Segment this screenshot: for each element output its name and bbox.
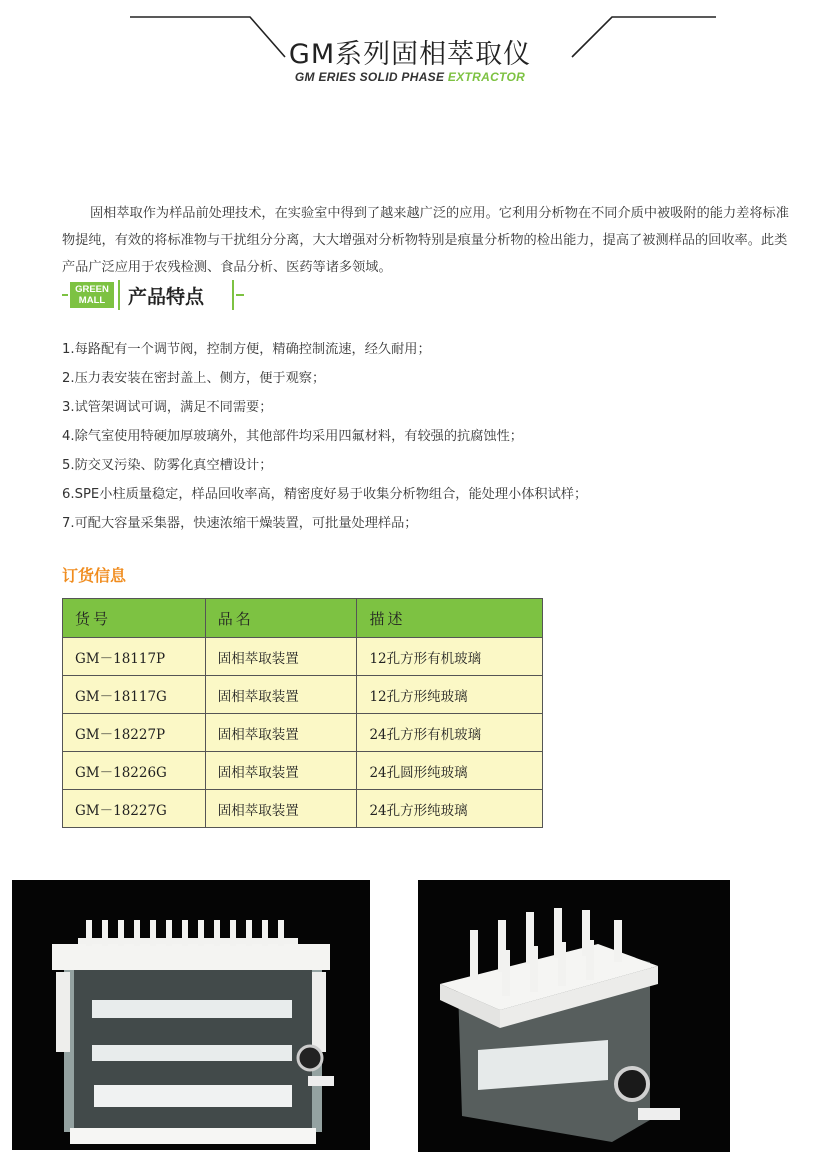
- page-title: GM系列固相萃取仪: [288, 39, 532, 70]
- table-row: [63, 676, 543, 714]
- table-row: [63, 714, 543, 752]
- cell-description: 12孔方形有机玻璃: [357, 638, 543, 676]
- order-table: [62, 598, 543, 828]
- cell-product-name: 固相萃取装置: [205, 638, 357, 676]
- header-item-no: 货号: [63, 599, 206, 638]
- green-mall-badge: [70, 282, 114, 308]
- product-photo-12-port: [12, 880, 370, 1150]
- header-product-name: 品名: [205, 599, 357, 638]
- cell-description: 24孔圆形纯玻璃: [357, 752, 543, 790]
- cell-description: 12孔方形纯玻璃: [357, 676, 543, 714]
- header-description: 描述: [357, 599, 543, 638]
- feature-item: 6.SPE小柱质量稳定，样品回收率高，精密度好易于收集分析物组合，能处理小体积试样；: [62, 487, 588, 502]
- product-photo-angled: [418, 880, 730, 1152]
- badge-right-dash: [236, 294, 244, 296]
- cell-description: 24孔方形有机玻璃: [357, 714, 543, 752]
- features-list: [62, 340, 587, 543]
- table-header-row: [63, 599, 543, 638]
- feature-item: 5.防交叉污染、防雾化真空槽设计；: [62, 458, 273, 473]
- cell-item-no: GM－18117P: [63, 638, 206, 676]
- cell-product-name: 固相萃取装置: [205, 676, 357, 714]
- page-subtitle: [0, 70, 820, 84]
- feature-item: 4.除气室使用特硬加厚玻璃外，其他部件均采用四氟材料，有较强的抗腐蚀性；: [62, 429, 523, 444]
- feature-item: 3.试管架调试可调，满足不同需要；: [62, 400, 273, 415]
- feature-item: 1.每路配有一个调节阀，控制方便，精确控制流速，经久耐用；: [62, 342, 431, 357]
- feature-item: 7.可配大容量采集器，快速浓缩干燥装置，可批量处理样品；: [62, 516, 418, 531]
- cell-product-name: 固相萃取装置: [205, 714, 357, 752]
- features-section-heading: [62, 280, 242, 312]
- feature-item: 2.压力表安装在密封盖上、侧方，便于观察；: [62, 371, 326, 386]
- badge-line1: GREEN: [75, 284, 109, 295]
- intro-paragraph: 固相萃取作为样品前处理技术，在实验室中得到了越来越广泛的应用。它利用分析物在不同介质中被吸附的能力差将标准物提纯，有效的将标准物与干扰组分分离，大大增强对分析物特别是痕量分析物的检出能力，提高了被测样品的回收率。此类产品广泛应用于农残检测、食品分析、医药等诸多领域。: [62, 206, 789, 276]
- cell-item-no: GM－18226G: [63, 752, 206, 790]
- cell-product-name: 固相萃取装置: [205, 752, 357, 790]
- cell-item-no: GM－18117G: [63, 676, 206, 714]
- badge-left-dash: [62, 294, 68, 296]
- table-row: [63, 752, 543, 790]
- subtitle-main: GM ERIES SOLID PHASE: [294, 70, 448, 84]
- table-row: [63, 790, 543, 828]
- cell-product-name: 固相萃取装置: [205, 790, 357, 828]
- order-info-title: 订货信息: [62, 566, 127, 585]
- subtitle-accent: EXTRACTOR: [447, 70, 526, 84]
- features-title: 产品特点: [128, 286, 205, 308]
- cell-item-no: GM－18227P: [63, 714, 206, 752]
- cell-item-no: GM－18227G: [63, 790, 206, 828]
- badge-line2: MALL: [78, 295, 106, 306]
- cell-description: 24孔方形纯玻璃: [357, 790, 543, 828]
- table-row: [63, 638, 543, 676]
